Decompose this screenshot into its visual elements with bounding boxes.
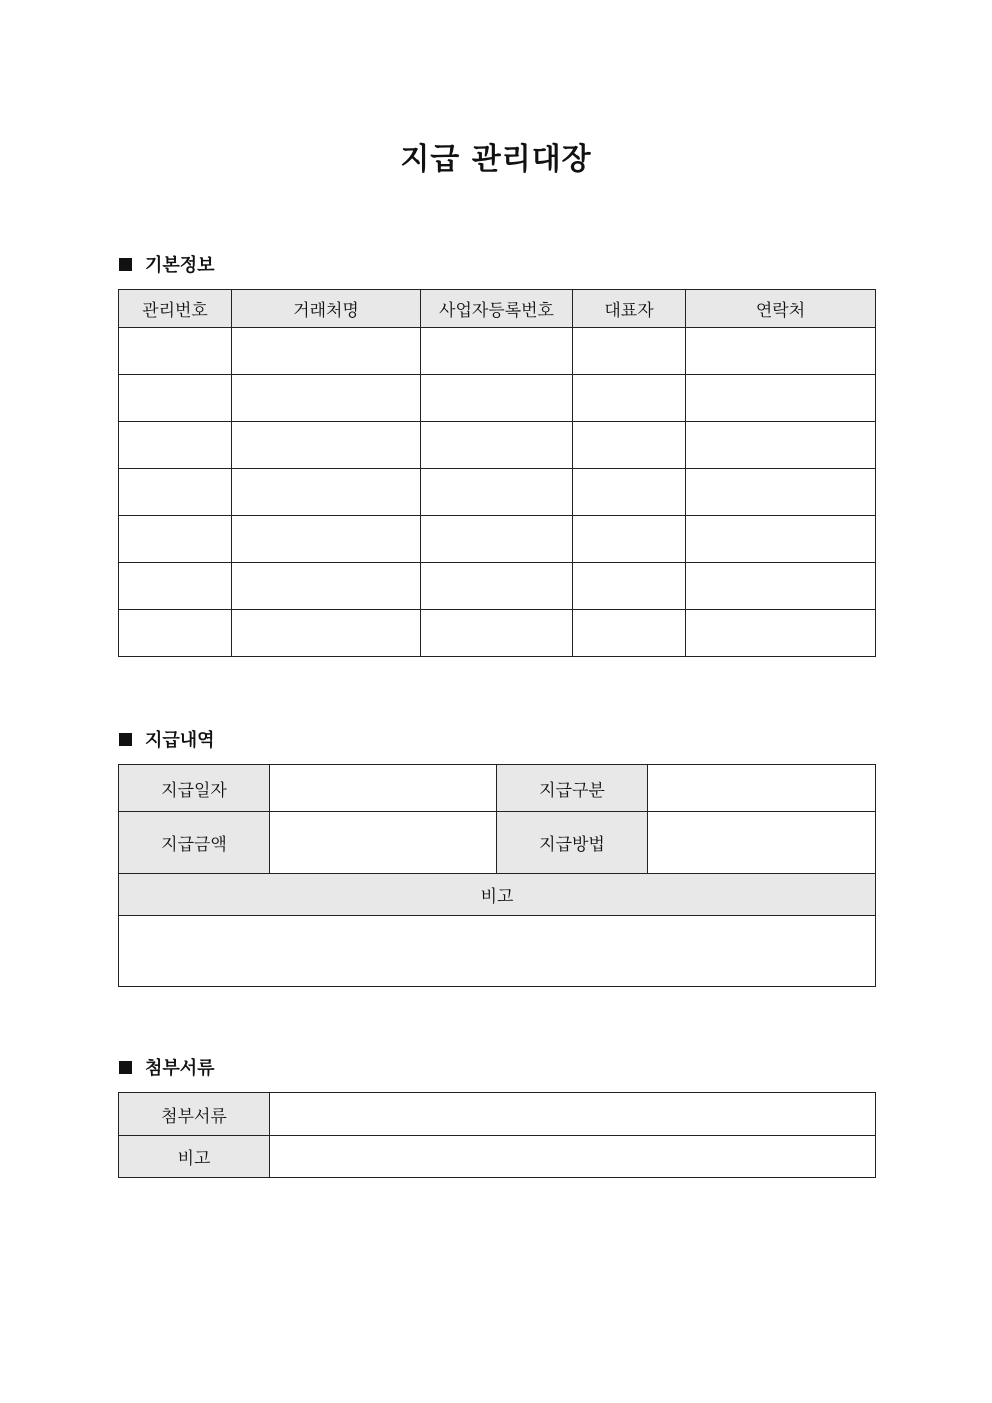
contact-cell[interactable] — [686, 469, 876, 516]
table-row — [119, 812, 876, 874]
attachments-docs-label: 첨부서류 — [119, 1093, 270, 1136]
client-name-cell[interactable] — [232, 469, 421, 516]
management-no-cell[interactable] — [119, 563, 232, 610]
client-name-cell[interactable] — [232, 422, 421, 469]
basic-info-table — [118, 289, 876, 657]
table-row — [119, 328, 876, 375]
client-name-cell[interactable] — [232, 375, 421, 422]
col-header-client-name: 거래처명 — [232, 290, 421, 328]
table-row — [119, 610, 876, 657]
table-row — [119, 375, 876, 422]
payment-remarks-label: 비고 — [119, 874, 876, 916]
client-name-cell[interactable] — [232, 563, 421, 610]
business-reg-no-cell[interactable] — [421, 469, 573, 516]
management-no-cell[interactable] — [119, 375, 232, 422]
business-reg-no-cell[interactable] — [421, 610, 573, 657]
attachments-remarks-label: 비고 — [119, 1136, 270, 1178]
payment-date-field[interactable] — [270, 765, 497, 812]
representative-cell[interactable] — [573, 516, 686, 563]
square-bullet-icon — [119, 1061, 132, 1074]
contact-cell[interactable] — [686, 516, 876, 563]
payment-table — [118, 764, 876, 987]
client-name-cell[interactable] — [232, 328, 421, 375]
representative-cell[interactable] — [573, 610, 686, 657]
section-heading-basic — [119, 252, 215, 276]
management-no-cell[interactable] — [119, 469, 232, 516]
section-heading-payment — [119, 727, 215, 751]
col-header-management-no: 관리번호 — [119, 290, 232, 328]
payment-amount-label: 지급금액 — [119, 812, 270, 874]
management-no-cell[interactable] — [119, 610, 232, 657]
section-heading-attachments — [119, 1055, 215, 1079]
representative-cell[interactable] — [573, 469, 686, 516]
attachments-docs-field[interactable] — [270, 1093, 876, 1136]
client-name-cell[interactable] — [232, 610, 421, 657]
col-header-representative: 대표자 — [573, 290, 686, 328]
representative-cell[interactable] — [573, 563, 686, 610]
contact-cell[interactable] — [686, 610, 876, 657]
attachments-table — [118, 1092, 876, 1178]
payment-remarks-field[interactable] — [119, 916, 876, 987]
representative-cell[interactable] — [573, 375, 686, 422]
business-reg-no-cell[interactable] — [421, 422, 573, 469]
section-heading-text: 기본정보 — [145, 255, 215, 276]
payment-amount-field[interactable] — [270, 812, 497, 874]
table-row — [119, 916, 876, 987]
contact-cell[interactable] — [686, 375, 876, 422]
business-reg-no-cell[interactable] — [421, 563, 573, 610]
square-bullet-icon — [119, 258, 132, 271]
table-row — [119, 516, 876, 563]
payment-type-field[interactable] — [648, 765, 876, 812]
table-row — [119, 1093, 876, 1136]
payment-type-label: 지급구분 — [497, 765, 648, 812]
table-row — [119, 563, 876, 610]
table-row — [119, 874, 876, 916]
attachments-remarks-field[interactable] — [270, 1136, 876, 1178]
business-reg-no-cell[interactable] — [421, 375, 573, 422]
table-row — [119, 422, 876, 469]
square-bullet-icon — [119, 733, 132, 746]
table-row — [119, 1136, 876, 1178]
payment-method-field[interactable] — [648, 812, 876, 874]
page-title: 지급 관리대장 — [400, 142, 592, 177]
contact-cell[interactable] — [686, 563, 876, 610]
business-reg-no-cell[interactable] — [421, 328, 573, 375]
payment-method-label: 지급방법 — [497, 812, 648, 874]
client-name-cell[interactable] — [232, 516, 421, 563]
section-heading-text: 지급내역 — [145, 730, 215, 751]
table-row — [119, 469, 876, 516]
business-reg-no-cell[interactable] — [421, 516, 573, 563]
payment-date-label: 지급일자 — [119, 765, 270, 812]
contact-cell[interactable] — [686, 328, 876, 375]
section-heading-text: 첨부서류 — [145, 1058, 215, 1079]
contact-cell[interactable] — [686, 422, 876, 469]
representative-cell[interactable] — [573, 328, 686, 375]
management-no-cell[interactable] — [119, 422, 232, 469]
col-header-contact: 연락처 — [686, 290, 876, 328]
table-row — [119, 765, 876, 812]
col-header-business-reg-no: 사업자등록번호 — [421, 290, 573, 328]
table-header-row — [119, 290, 876, 328]
management-no-cell[interactable] — [119, 516, 232, 563]
representative-cell[interactable] — [573, 422, 686, 469]
management-no-cell[interactable] — [119, 328, 232, 375]
